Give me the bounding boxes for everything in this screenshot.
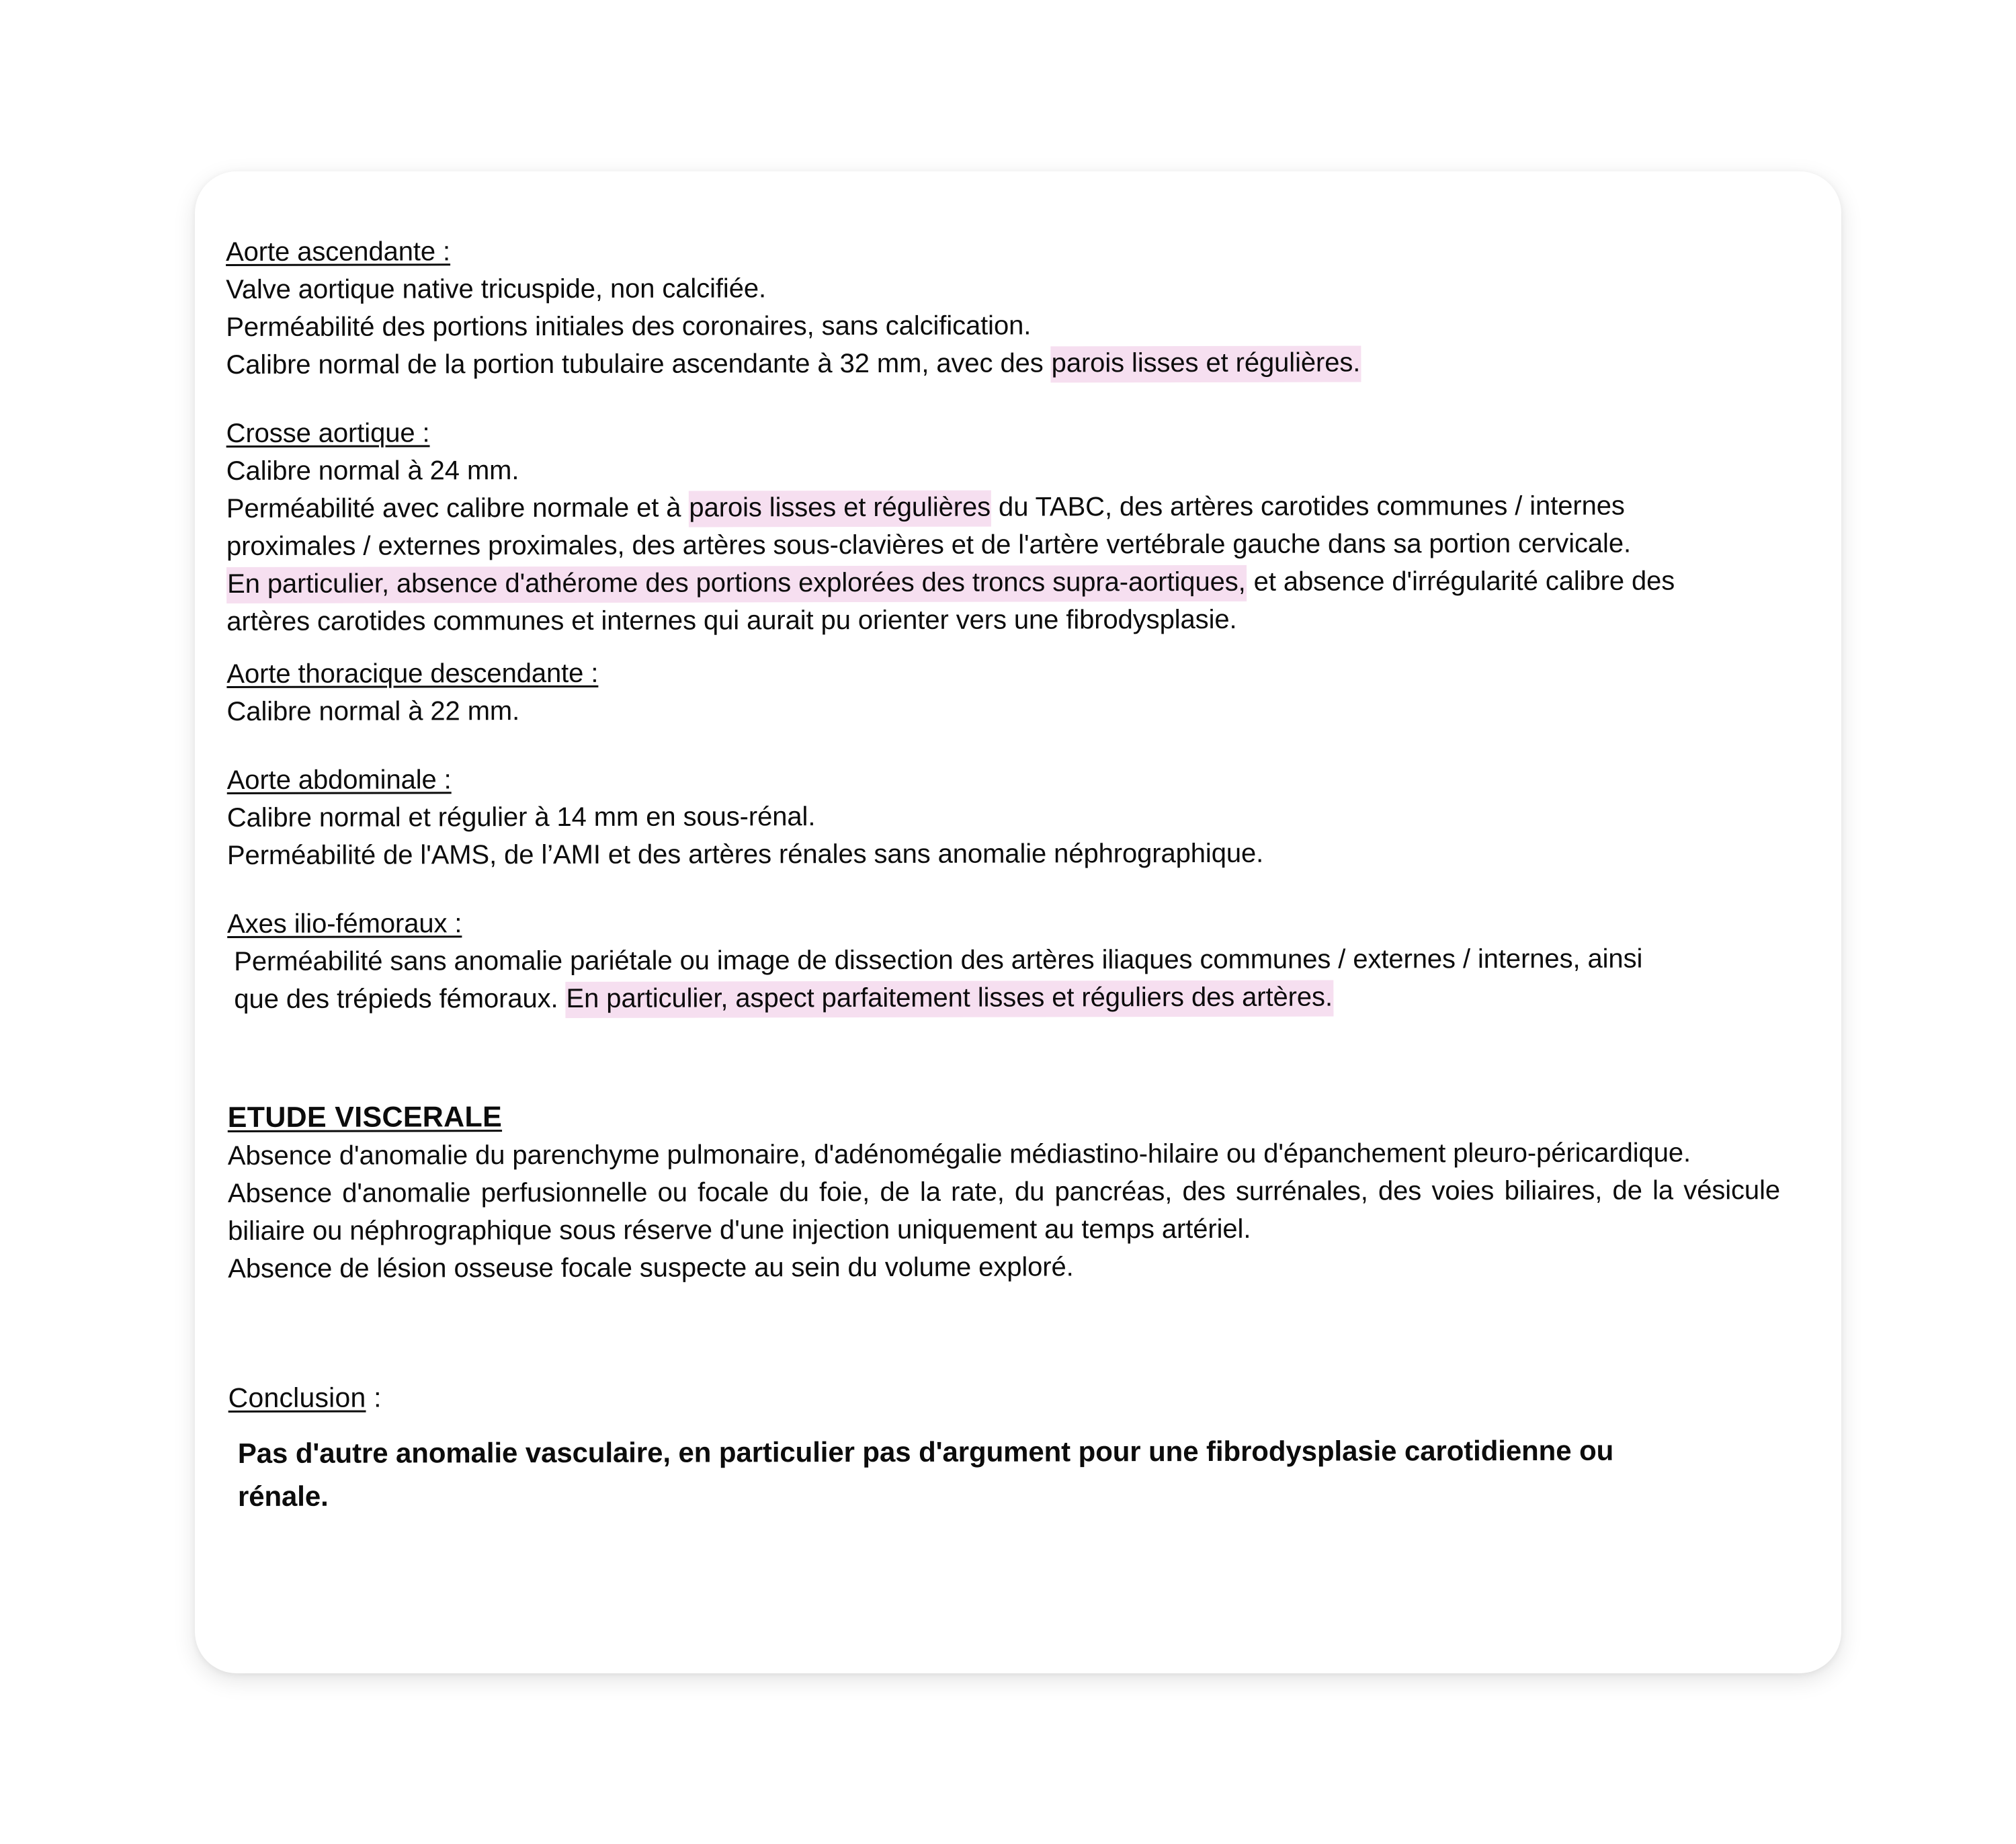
atherome-post-text: et absence d'irrégularité calibre des	[1246, 566, 1675, 597]
calibre-tubulaire-text: Calibre normal de la portion tubulaire ascendante à 32 mm, avec des	[226, 348, 1051, 380]
highlight-en-particulier-arteres: En particulier, aspect parfaitement lisses et réguliers des artères.	[565, 980, 1333, 1018]
highlight-parois-lisses-2: parois lisses et régulières	[688, 491, 991, 528]
para-lesion-osseuse: Absence de lésion osseuse focale suspecte au sein du volume exploré.	[228, 1252, 1074, 1284]
section-etude-viscerale	[228, 1095, 1781, 1288]
heading-aorte-thoracique-descendante: Aorte thoracique descendante :	[226, 658, 599, 689]
line-calibre-22mm: Calibre normal à 22 mm.	[226, 696, 520, 726]
section-crosse-aortique	[226, 411, 1779, 640]
line-proximales-cervicale: proximales / externes proximales, des artères sous-clavières et de l'artère vertébrale gauche dans sa portion cervicale.	[226, 528, 1632, 561]
section-heading-row	[226, 230, 1778, 271]
line-calibre-24mm: Calibre normal à 24 mm.	[226, 456, 519, 486]
para-permeabilite-tabc	[226, 487, 1779, 565]
section-heading-row	[227, 902, 1779, 943]
highlight-en-particulier-atherome: En particulier, absence d'athérome des portions explorées des troncs supra-aortiques,	[226, 565, 1247, 603]
heading-aorte-abdominale: Aorte abdominale :	[226, 765, 452, 795]
section-aorte-thoracique-descendante	[226, 652, 1779, 730]
heading-etude-viscerale: ETUDE VISCERALE	[227, 1101, 503, 1134]
section-heading-row	[226, 411, 1779, 452]
heading-conclusion: Conclusion	[228, 1382, 366, 1413]
conclusion-body-text: Pas d'autre anomalie vasculaire, en particulier pas d'argument pour une fibrodysplasie carotidienne ou rénale.	[237, 1434, 1614, 1512]
spacer	[227, 871, 1779, 905]
permeabilite-pre-text: Perméabilité avec calibre normale et à	[226, 493, 689, 523]
section-heading-row	[228, 1376, 1781, 1417]
heading-crosse-aortique: Crosse aortique :	[226, 418, 430, 448]
section-heading-row	[228, 1095, 1780, 1137]
line-calibre-14mm: Calibre normal et régulier à 14 mm en sous-rénal.	[226, 802, 816, 833]
spacer	[226, 380, 1778, 415]
document-card	[195, 171, 1841, 1673]
section-aorte-abdominale	[227, 758, 1779, 874]
line-permeabilite-ams-ami: Perméabilité de l'AMS, de l’AMI et des artères rénales sans anomalie néphrographique.	[226, 838, 1264, 870]
section-aorte-ascendante	[226, 230, 1778, 384]
heading-aorte-ascendante: Aorte ascendante :	[226, 237, 451, 267]
spacer	[228, 1284, 1780, 1348]
spacer	[227, 727, 1779, 761]
trepieds-pre-text: que des trépieds fémoraux.	[234, 983, 566, 1014]
section-conclusion	[228, 1376, 1781, 1518]
line-calibre-tubulaire	[226, 343, 1778, 384]
highlight-parois-lisses-1: parois lisses et régulières.	[1051, 345, 1361, 382]
section-heading-row	[226, 652, 1779, 693]
para-anomalie-perfusionnelle: Absence d'anomalie perfusionnelle ou focale du foie, de la rate, du pancréas, des surrénales, des voies biliaires, de la vésicule biliaire ou néphrographique sous réserve d'une injection uniquement au temps artériel.	[227, 1175, 1781, 1246]
spacer	[228, 1345, 1780, 1379]
section-axes-ilio-femoraux	[227, 902, 1779, 1018]
line-trepieds-femoraux	[227, 977, 1779, 1018]
heading-conclusion-suffix: :	[366, 1382, 382, 1413]
line-permeabilite-iliaques: Perméabilité sans anomalie pariétale ou image de dissection des artères iliaques communes / externes / internes, ainsi	[234, 944, 1643, 976]
para-en-particulier-atherome	[226, 562, 1779, 640]
line-valve-aortique: Valve aortique native tricuspide, non calcifiée.	[226, 274, 767, 304]
permeabilite-post-text: du TABC, des artères carotides communes / internes	[991, 491, 1625, 522]
section-heading-row	[227, 758, 1779, 799]
para-parenchyme-pulmonaire: Absence d'anomalie du parenchyme pulmonaire, d'adénomégalie médiastino-hilaire ou d'épanchement pleuro-péricardique.	[227, 1138, 1691, 1171]
line-permeabilite-coronaires: Perméabilité des portions initiales des coronaires, sans calcification.	[226, 310, 1032, 342]
scanned-report-text	[226, 230, 1781, 1518]
heading-axes-ilio-femoraux: Axes ilio-fémoraux :	[227, 909, 462, 939]
spacer	[227, 1015, 1779, 1099]
line-arteres-carotides-fibrodysplasie: artères carotides communes et internes qui aurait pu orienter vers une fibrodysplasie.	[226, 604, 1237, 636]
